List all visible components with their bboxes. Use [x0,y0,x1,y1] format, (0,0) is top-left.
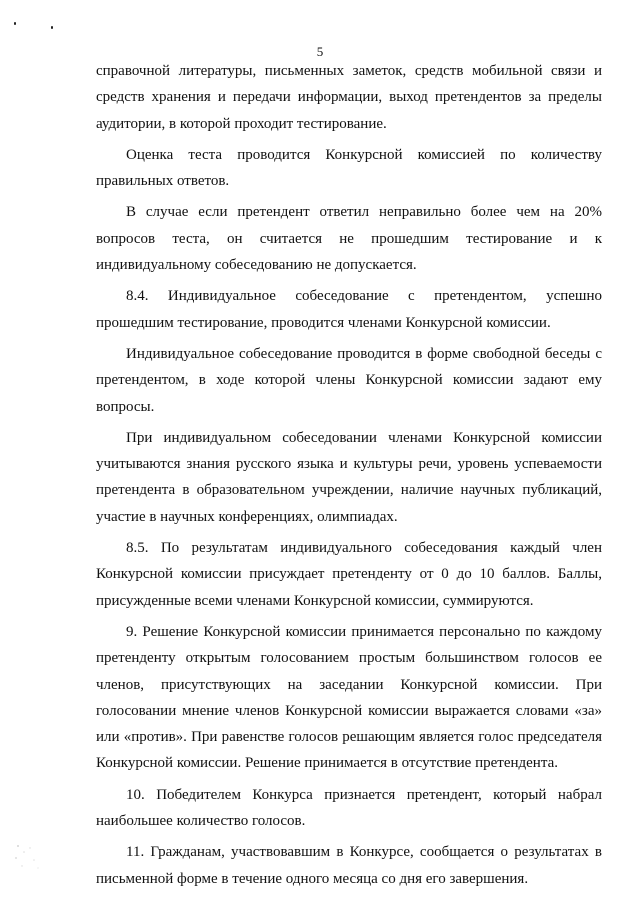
paragraph-test-failure: В случае если претендент ответил неправильно более чем на 20% вопросов теста, он считается не прошедшим тестирование и к индивидуальному собеседованию не допускается. [96,204,602,274]
scan-speck [14,22,16,25]
paragraph-9: 9. Решение Конкурсной комиссии принимается персонально по каждому претенденту открытым голосованием простым большинством голосов ее членов, присутствующих на заседании Конкурсной комиссии. При голосовании мнение членов Конкурсной комиссии выражается словами «за» или «против». При равенстве голосов решающим является голос председателя Конкурсной комиссии. Решение принимается в отсутствие претендента. [96,623,602,772]
paragraph-interview-form: Индивидуальное собеседование проводится в форме свободной беседы с претендентом, в ходе которой члены Конкурсной комиссии задают ему вопросы. [96,345,602,415]
scan-speck [51,26,53,29]
paragraph-10: 10. Победителем Конкурса признается претендент, который набрал наибольшее количество голосов. [96,786,602,830]
paragraph-continuation: справочной литературы, письменных заметок, средств мобильной связи и средств хранения и передачи информации, выход претендентов за пределы аудитории, в которой проходит тестирование. [96,63,602,132]
scan-smudge [8,838,48,878]
paragraph-test-evaluation: Оценка теста проводится Конкурсной комиссией по количеству правильных ответов. [96,146,602,190]
paragraph-8-4: 8.4. Индивидуальное собеседование с претендентом, успешно прошедшим тестирование, проводится членами Конкурсной комиссии. [96,288,602,331]
paragraph-8-5: 8.5. По результатам индивидуального собеседования каждый член Конкурсной комиссии присуждает претенденту от 0 до 10 баллов. Баллы, присужденные всеми членами Конкурсной комиссии, суммируются. [96,540,602,609]
paragraph-11: 11. Гражданам, участвовавшим в Конкурсе, сообщается о результатах в письменной форме в течение одного месяца со дня его завершения. [96,844,602,887]
paragraph-interview-criteria: При индивидуальном собеседовании членами Конкурсной комиссии учитываются знания русского языка и культуры речи, уровень успеваемости претендента в образовательном учреждении, наличие научных публикаций, участие в научных конференциях, олимпиадах. [96,429,602,525]
document-body [96,58,602,892]
page-number: 5 [316,44,324,59]
